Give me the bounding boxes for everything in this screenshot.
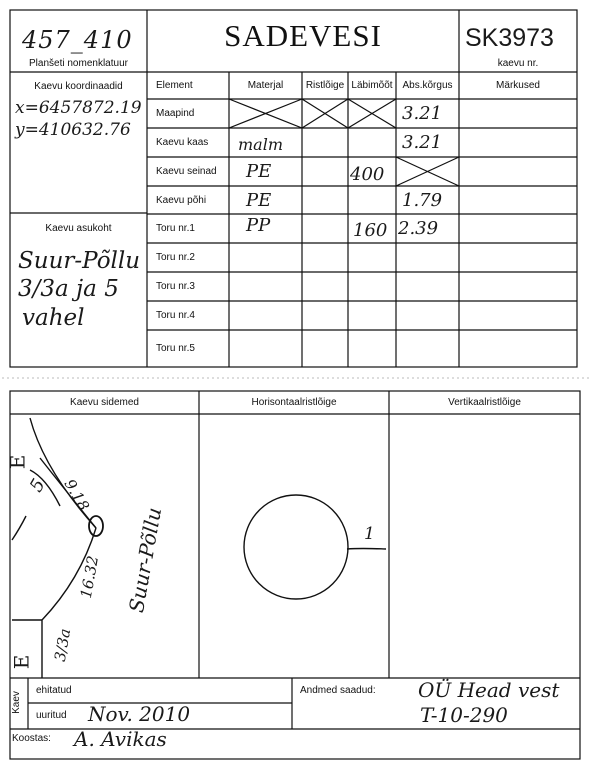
cell-material: malm: [238, 135, 283, 154]
cell-diameter: 400: [350, 164, 385, 185]
coordinate-y: y=410632.76: [15, 120, 131, 140]
sketch-street: Suur-Põllu: [124, 505, 167, 615]
pipe-number: 1: [364, 524, 375, 544]
coordinate-x: x=6457872.19: [15, 98, 142, 118]
nomenclature-label: Planšeti nomenklatuur: [29, 58, 128, 69]
row-element: Toru nr.1: [156, 223, 195, 234]
row-element: Kaevu kaas: [156, 137, 209, 148]
col-header-diameter: Läbimõõt: [351, 80, 393, 91]
cell-material: PE: [246, 161, 272, 182]
col-header-cross: Ristlõige: [305, 80, 345, 91]
location-line-3: vahel: [22, 305, 85, 331]
col-header-abs: Abs.kõrgus: [402, 80, 453, 91]
cell-material: PP: [246, 215, 271, 236]
sketch-e-bottom: E: [9, 654, 34, 670]
built-label: ehitatud: [36, 685, 72, 696]
col-header-notes: Märkused: [496, 80, 540, 91]
location-line-2: 3/3a ja 5: [18, 276, 119, 302]
horizontal-header: Horisontaalristlõige: [251, 397, 337, 408]
surveyed-label: uuritud: [36, 710, 67, 721]
row-element: Toru nr.2: [156, 252, 195, 263]
row-element: Kaevu põhi: [156, 194, 207, 206]
row-element: Toru nr.5: [156, 343, 195, 354]
cell-abs: 3.21: [402, 132, 443, 153]
sketch-e-top: E: [5, 454, 30, 470]
surveyed-value: Nov. 2010: [88, 702, 191, 726]
row-element: Kaevu seinad: [156, 166, 217, 177]
well-cross-section: [244, 495, 386, 599]
data-source-label: Andmed saadud:: [300, 685, 376, 696]
col-header-material: Materjal: [247, 80, 284, 91]
vertical-header: Vertikaalristlõige: [448, 397, 521, 408]
sketch-distance-1: 9.18: [60, 476, 93, 514]
col-header-element: Element: [156, 80, 193, 91]
cell-abs: 1.79: [402, 189, 443, 211]
author-label: Koostas:: [12, 733, 51, 744]
well-number-value: SK3973: [465, 24, 554, 52]
cell-abs: 3.21: [402, 103, 443, 124]
page-title: SADEVESI: [224, 18, 382, 53]
ties-header: Kaevu sidemed: [70, 397, 139, 408]
sketch-five: 5: [25, 475, 50, 496]
data-source-value-1: OÜ Head vest: [418, 678, 560, 702]
row-element: Maapind: [156, 108, 195, 119]
cell-material: PE: [246, 189, 272, 211]
nomenclature-value: 457_410: [22, 26, 133, 54]
sketch-lot: 3/3a: [50, 627, 75, 663]
cell-diameter: 160: [353, 220, 388, 241]
author-value: A. Avikas: [74, 727, 167, 751]
location-line-1: Suur-Põllu: [18, 248, 141, 274]
coordinates-label: Kaevu koordinaadid: [34, 81, 123, 92]
sketch-distance-2: 16.32: [76, 554, 103, 600]
well-number-label: kaevu nr.: [497, 58, 539, 69]
location-label: Kaevu asukoht: [45, 223, 112, 234]
kaev-label: Kaev: [10, 691, 22, 714]
row-element: Toru nr.4: [156, 310, 195, 321]
cell-abs: 2.39: [398, 218, 439, 239]
data-source-value-2: T-10-290: [420, 703, 508, 727]
row-element: Toru nr.3: [156, 281, 195, 292]
